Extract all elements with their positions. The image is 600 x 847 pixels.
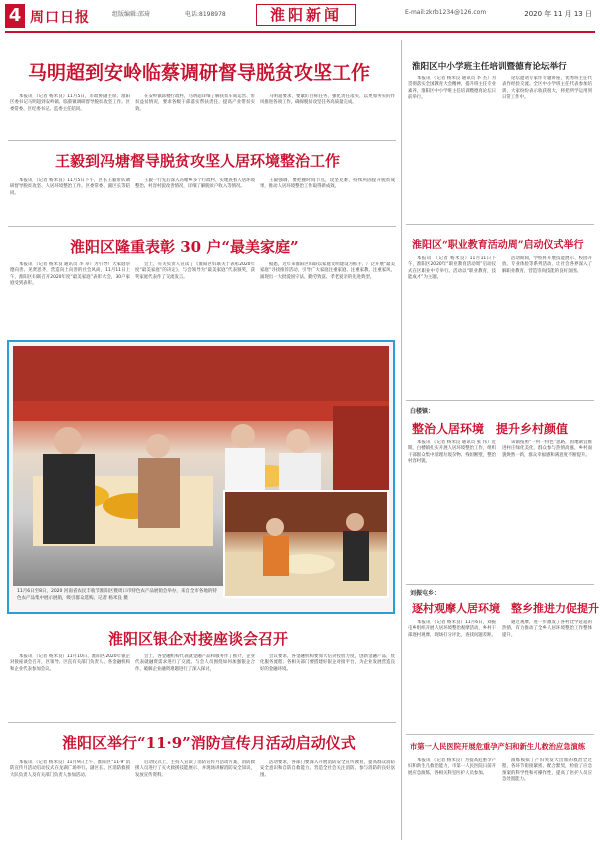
article-body	[260, 760, 395, 840]
page-number: 4	[5, 4, 25, 28]
paragraph: 本报讯 （记者 杨米良）11月5日，市政协副主席、淮阳区委书记马明超到安岭镇、临蔡镇调研督导脱贫攻坚工作。区委常委、区纪委书记、监委主任陪同。	[10, 94, 130, 112]
article-body	[135, 654, 255, 716]
article-body	[260, 178, 395, 222]
inset-photo	[223, 490, 389, 598]
headline-class-teacher-training: 淮阳区中小学班主任培训暨德育论坛举行	[412, 62, 567, 72]
article-body	[135, 94, 255, 134]
headline-fire-safety: 淮阳区举行“11·9”消防宣传月活动启动仪式	[62, 734, 356, 752]
paragraph: 启动仪式上，主持人宣读了消防宣传月活动方案，消防救援人员进行了灭火救援技能展示，并现场讲解消防安全知识，发放宣传资料。	[135, 760, 255, 778]
paragraph: 本报讯 （记者 杨米良 通讯员 李 卓）为引导广大家庭崇德向善、见贤思齐，营造向上向善的社会风尚，11月11日上午，淮阳区妇联召开2020年度“最美家庭”表彰大会，30户家庭受到表彰。	[10, 262, 130, 286]
paragraph: 王毅强调，要把握时间节点，攻坚克难，持续巩固提升脱贫成果，推动人居环境整治工作取得新成效。	[260, 178, 395, 190]
article-body	[135, 262, 255, 334]
article-body	[502, 256, 592, 396]
article-body	[408, 620, 496, 730]
article-body	[10, 178, 130, 222]
paper-name: 周口日报	[30, 10, 90, 26]
divider	[8, 226, 396, 227]
article-body	[10, 94, 130, 134]
article-body	[10, 654, 130, 716]
photo-caption: 11月6日至8日，2020 河南省农民丰收节淮阳区暨周口市特色农产品展销会举办，来自全市各地的特色农产品集中展示展销，吸引群众选购。记者 杨米良 摄	[17, 589, 217, 601]
article-body	[260, 94, 395, 134]
divider	[8, 722, 396, 723]
paragraph: 本报讯 （记者 杨米良）为提高危重孕产妇和新生儿救治能力，市第一人民医院日前开展应急演练，各相关科室医护人员参加。	[408, 758, 496, 776]
article-body	[135, 760, 255, 840]
paragraph: 本报讯 （记者 杨米良）11月5日下午，区长王毅带队调研督导脱贫攻坚、人居环境整治工作。区委常委、副区长等陪同。	[10, 178, 130, 196]
article-body	[408, 76, 496, 216]
headline-hospital-drill: 市第一人民医院开展危重孕产妇和新生儿救治应急演练	[410, 742, 586, 751]
paragraph: 演练模拟了产妇突发大出血的救治全过程，各环节衔接紧密、配合默契，检验了应急预案的科学性和可操作性，提高了医护人员应急处置能力。	[502, 758, 592, 782]
article-body	[10, 262, 130, 334]
paragraph: 本报讯 （记者 杨米良）11月11日下午，淮阳区2020年“职业教育活动周”启动仪式在区职业中专举行。活动以“职业教育，技能成才”为主题。	[408, 256, 496, 280]
editor-info: 组版编辑:邵琦	[112, 11, 151, 18]
paragraph: 会上，各金融机构代表就金融产品和服务作了推介，企业代表就融资需求进行了交流。与会人员围绕如何加强银企合作、破解企业融资难题进行了深入探讨。	[135, 654, 255, 672]
article-body	[502, 758, 592, 842]
masthead	[0, 0, 600, 32]
section-title: 淮阳新闻	[256, 4, 356, 26]
photo-block	[7, 340, 395, 614]
divider	[8, 140, 396, 141]
paragraph: 会上，有关负责人宣读了《淮阳区妇联关于表彰2020年度“最美家庭”的决定》，与会领导为“最美家庭”代表颁奖，获奖家庭代表作了交流发言。	[135, 262, 255, 280]
paragraph: 本报讯 （记者 杨米良）11月10日，淮阳区2020年银企对接座谈会召开，区领导、区直有关部门负责人、各金融机构和企业代表参加会议。	[10, 654, 130, 672]
column-divider	[401, 40, 402, 840]
article-body	[10, 760, 130, 840]
article-body	[135, 178, 255, 222]
headline-liuzhentun: 逐村观摩人居环境 整乡推进力促提升	[412, 602, 599, 615]
town-label-liuzhentun: 刘振屯乡：	[410, 590, 441, 597]
paragraph: 会议要求，各金融机构要加大信贷投放力度，创新金融产品，优化服务流程；各相关部门要搭建好银企对接平台，为企业发展营造良好的金融环境。	[260, 654, 395, 672]
masthead-rule	[5, 31, 595, 33]
inset-scene-illustration	[225, 492, 387, 596]
paragraph: 马明超要求，要紧盯目标任务，强化责任落实，以更加务实的作风推进各项工作，确保脱贫攻坚任务高质量完成。	[260, 94, 395, 106]
paragraph: 本报讯 （记者 杨米良 通讯员 李 杰）为贯彻落实全国教育大会精神，提升班主任专业素养，淮阳区中小学班主任培训暨德育论坛日前举行。	[408, 76, 496, 100]
article-body	[408, 440, 496, 580]
headline-wang-yi: 王毅到冯塘督导脱贫攻坚人居环境整治工作	[55, 152, 341, 170]
article-body	[408, 758, 496, 842]
divider	[406, 734, 594, 735]
phone-info: 电话:8198978	[185, 11, 226, 18]
paragraph: 通过观摩，进一步激发了各村比学赶超的热情，有力推动了全乡人居环境整治工作整体提升。	[502, 620, 592, 638]
headline-best-families: 淮阳区隆重表彰 30 户“最美家庭”	[70, 238, 299, 256]
headline-vocational-week: 淮阳区“职业教育活动周”启动仪式举行	[412, 240, 584, 251]
headline-bank-enterprise: 淮阳区银企对接座谈会召开	[108, 630, 289, 648]
email-info: E-mail:zkrb1234@126.com	[405, 9, 487, 16]
paragraph: 据悉，近年来淮阳区妇联以家庭文明建设为抓手，广泛开展“最美家庭”寻找推荐活动，引导广大家庭注重家庭、注重家教、注重家风，涌现出一大批爱国守法、勤劳致富、孝老爱亲的先进典型。	[260, 262, 395, 280]
headline-ma-mingchao: 马明超到安岭临蔡调研督导脱贫攻坚工作	[28, 62, 371, 84]
issue-date: 2020 年 11 月 13 日	[524, 10, 592, 18]
paragraph: 论坛邀请专家作专题讲座，优秀班主任代表作经验交流。全区中小学班主任代表参加培训，大家纷纷表示收获很大，将把所学运用到日常工作中。	[502, 76, 592, 100]
article-body	[260, 262, 395, 334]
article-body	[502, 76, 592, 216]
article-body	[502, 620, 592, 730]
article-body	[260, 654, 395, 716]
paragraph: 本报讯 （记者 杨米良）11月9日上午，淮阳区“11·9”消防宣传月活动启动仪式在龙湖广场举行。副区长、区消防救援大队负责人及有关部门负责人参加活动。	[10, 760, 130, 778]
paragraph: 本报讯 （记者 杨米良）11月6日，刘振屯乡组织开展人居环境整治观摩活动，乡村干部逐村观摩，现场打分评比，查找问题差距。	[408, 620, 496, 638]
article-body	[408, 256, 496, 396]
divider	[406, 224, 594, 225]
paragraph: 在安岭镇邱楼行政村，马明超详细了解扶贫车间运营、带贫益贫情况，要求各级干部落实帮扶责任，提高产业带贫实效。	[135, 94, 255, 112]
paragraph: 该镇按照“一村一特色”思路，因地制宜推进村庄绿化美化，群众参与热情高涨，乡村面貌焕然一新，群众幸福感和满意度不断提升。	[502, 440, 592, 458]
divider	[406, 584, 594, 585]
paragraph: 活动期间，学校将开展技能展示、校园开放、专业体验等系列活动，让社会各界深入了解职业教育，营造崇尚技能的良好氛围。	[502, 256, 592, 274]
divider	[406, 400, 594, 401]
paragraph: 本报讯 （记者 杨米良 通讯员 张 伟）近期，白楼镇扎实开展人居环境整治工作，组织干部群众集中清理垃圾杂物、残垣断壁，整治村容村貌。	[408, 440, 496, 464]
paragraph: 活动要求，各部门要深入开展消防安全宣传教育，提高群众消防安全意识和自防自救能力，营造全社会关注消防、参与消防的良好氛围。	[260, 760, 395, 778]
town-label-bailou: 白楼镇：	[410, 408, 435, 415]
paragraph: 王毅一行先后深入冯塘乡多个行政村，实地查看人居环境整治、村容村貌改善情况，详细了解脱贫户收入等情况。	[135, 178, 255, 190]
headline-bailou: 整治人居环境 提升乡村颜值	[412, 422, 569, 436]
article-body	[502, 440, 592, 580]
